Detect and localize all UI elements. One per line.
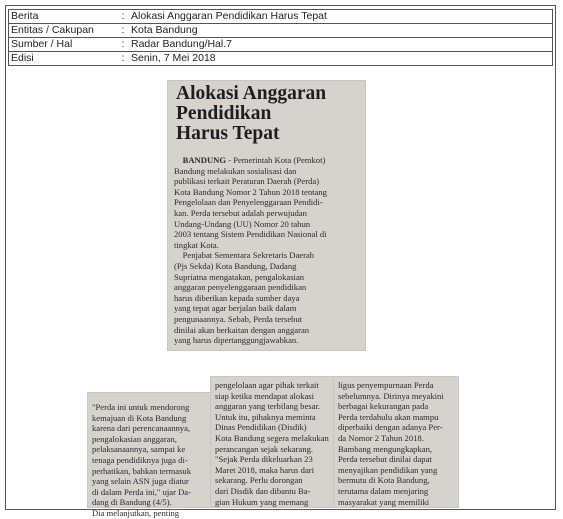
text-line: ligus penyempurnaan Perda [338,380,434,390]
meta-separator: : [117,10,129,24]
text-line: Kota Bandung Nomor 2 Tahun 2018 tentang [174,186,327,197]
text-line: Perda tersebut dinilai dapat [338,454,432,465]
text-line: gian Hukum yang memang [215,496,309,507]
text-line: sebelumnya. Dirinya meyakini [338,390,444,401]
text-line: pengelolaan agar pihak terkait [215,380,319,390]
text-line: anggaran penyelenggaraan pendidikan [174,282,307,293]
text-line: menyajikan pendidikan yang [338,464,438,475]
text-line: (Pjs Sekda) Kota Bandung, Dadang [174,260,297,271]
text-line: tingkat Kota. [174,239,219,250]
meta-row-berita [9,10,553,24]
text-line: perhatikan, bahkan termasuk [92,465,192,476]
text-line: Undang-Undang (UU) Nomor 20 tahun [174,218,311,229]
text-line: Kota Bandung segera melakukan [215,432,329,443]
headline-line: Alokasi Anggaran [176,83,327,104]
text-line: Untuk itu, pihaknya meminta [215,411,316,422]
text-line: yang selain ASN juga diatur [92,476,189,487]
meta-value: Senin, 7 Mei 2018 [129,52,553,66]
text-line: di dalam Perda ini," ujar Da- [92,486,191,497]
text-line: karena dari perencanaannya, [92,423,191,434]
text-line: bermutu di Kota Bandung, [338,475,430,486]
text-line: perancangan sejak sekarang. [215,443,314,454]
text-line: terutama dalam menjaring [338,485,429,496]
article-paragraph-2 [174,250,361,345]
text-line: "Perda ini untuk mendorong [92,402,190,412]
text-line: diperbaiki dengan adanya Per- [338,422,443,433]
text-line: Perda terdahulu akan mampu [338,411,439,422]
meta-value: Alokasi Anggaran Pendidikan Harus Tepat [129,10,553,24]
text-line: "Sejak Perda dikeluarkan 23 [215,454,313,465]
article-column [92,402,191,519]
text-line: dari Disdik dan dibantu Ba- [215,485,311,496]
text-line: yang harus dipertanggungjawabkan. [174,335,299,346]
text-line: pelaksanaannya, sampai ke [92,444,186,455]
meta-row-edisi [9,52,553,66]
text-line: publikasi terkait Peraturan Daerah (Perda) [174,176,320,187]
text-line: sekarang. Perlu dorongan [215,475,303,486]
text-line: pengalokasian anggaran, [92,433,177,444]
article-column [338,380,444,507]
text-line: Maret 2018, maka harus dari [215,464,315,475]
meta-value: Kota Bandung [129,24,553,38]
article-column [215,380,329,507]
meta-label: Edisi [9,52,118,66]
text-line: berbagai kekurangan pada [338,401,429,412]
meta-row-sumber [9,38,553,52]
text-line: Pengelolaan dan Penyelenggaraan Pendidi- [174,197,323,208]
newspaper-clipping-column-2 [210,376,334,508]
text-line: tenaga pendidiknya juga di- [92,454,188,465]
text-line: 2003 tentang Sistem Pendidikan Nasional di [174,229,327,240]
text-line: anggaran yang terbilang besar. [215,401,320,412]
metadata-table [8,9,553,66]
text-line: yang tepat agar berjalan baik dalam [174,303,297,314]
meta-separator: : [117,24,129,38]
newspaper-clipping-main [167,80,366,351]
text-line: BANDUNG - Pemerintah Kota (Pemkot) [182,155,326,165]
newspaper-clipping-column-1 [87,392,211,518]
article-headline [176,84,326,144]
headline-line: Pendidikan [176,103,272,124]
text-line: Penjabat Sementara Sekretaris Daerah [182,250,315,261]
meta-label: Sumber / Hal [9,38,118,52]
meta-label: Entitas / Cakupan [9,24,118,38]
text-line: masyarakat yang memiliki [338,496,430,507]
text-line: kan. Perda tersebut adalah perwujudan [174,207,307,218]
text-line: pengunaannya. Sebab, Perda tersebut [174,313,303,324]
article-body [174,155,361,346]
text-line: Bambang mengungkapkan, [338,443,433,454]
text-line: dang di Bandung (4/5). [92,497,172,508]
article-paragraph-1 [174,155,361,250]
meta-separator: : [117,52,129,66]
text-line: Supriatna mengatakan, pengalokasian [174,271,305,282]
dateline: BANDUNG [182,155,227,165]
text-line: harus diberikan kepada sumber daya [174,292,300,303]
headline-line: Harus Tepat [176,123,280,144]
text-line: kemajuan di Kota Bandung [92,412,187,423]
text-line: siap ketika mendapat alokasi [215,390,315,401]
text-line: dinilai akan berkaitan dengan anggaran [174,324,310,335]
meta-row-entitas [9,24,553,38]
meta-label: Berita [9,10,118,24]
meta-separator: : [117,38,129,52]
newspaper-clipping-column-3 [333,376,459,508]
text-line: Dia melanjutkan, penting [92,507,180,518]
text-line: Bandung melakukan sosialisasi dan [174,165,297,176]
text-line: Dinas Pendidikan (Disdik) [215,422,307,433]
text-line: da Nomor 2 Tahun 2018. [338,432,424,443]
meta-value: Radar Bandung/Hal.7 [129,38,553,52]
